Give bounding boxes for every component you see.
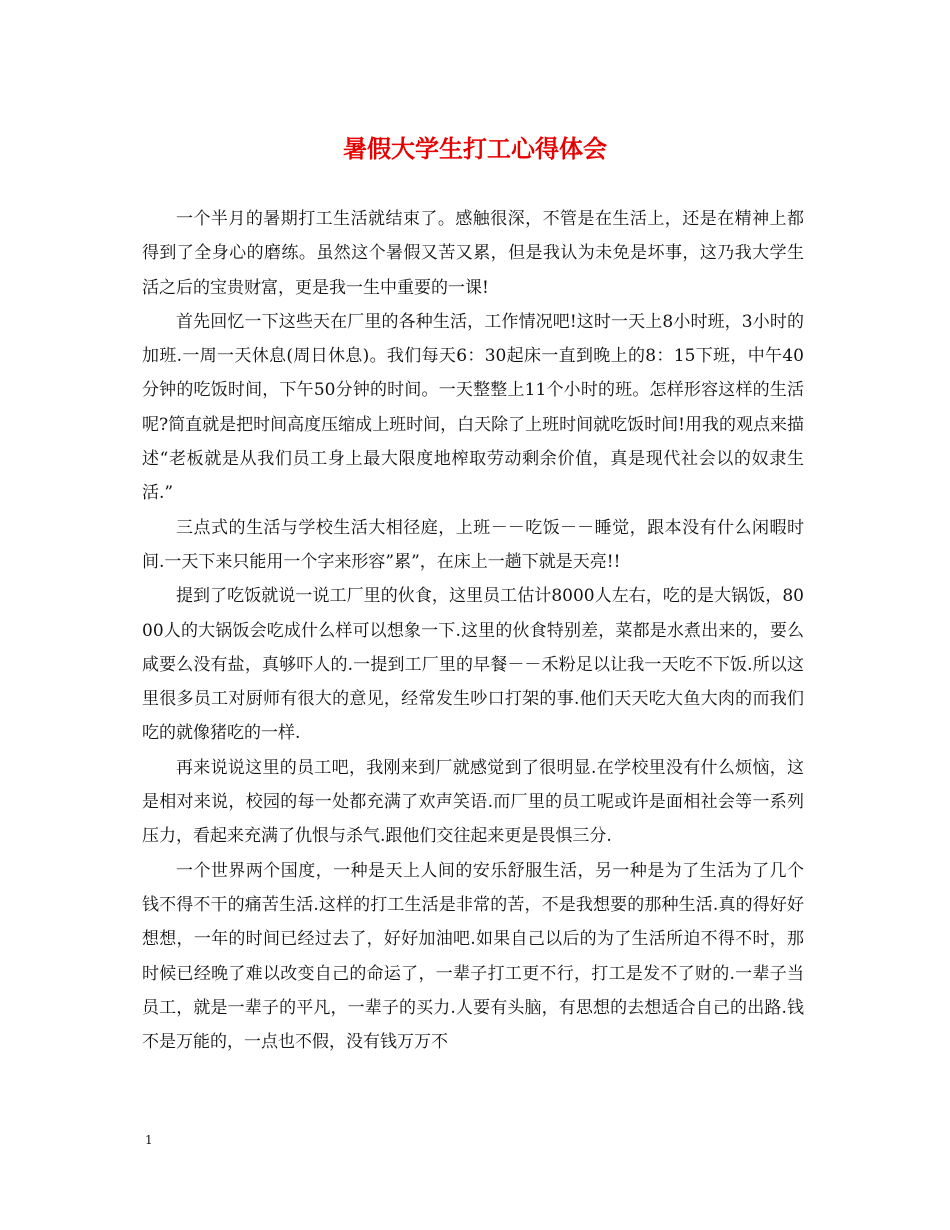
paragraph: 再来说说这里的员工吧，我刚来到厂就感觉到了很明显.在学校里没有什么烦恼，这是相对来说，校园的每一处都充满了欢声笑语.而厂里的员工呢或许是面相社会等一系列压力，看起来充满了仇恨与杀气.跟他们交往起来更是畏惧三分. [142,757,804,847]
document-title: 暑假大学生打工心得体会 [343,134,607,163]
paragraph: 一个半月的暑期打工生活就结束了。感触很深，不管是在生活上，还是在精神上都得到了全身心的磨练。虽然这个暑假又苦又累，但是我认为未免是坏事，这乃我大学生活之后的宝贵财富，更是我一生中重要的一课! [142,209,804,298]
paragraph: 三点式的生活与学校生活大相径庭，上班－－吃饭－－睡觉，跟本没有什么闲暇时间.一天下来只能用一个字来形容”累”，在床上一趟下就是天亮!! [142,517,804,572]
document-body [142,202,804,1059]
paragraph: 提到了吃饭就说一说工厂里的伙食，这里员工估计8000人左右，吃的是大锅饭，8000人的大锅饭会吃成什么样可以想象一下.这里的伙食特别差，菜都是水煮出来的，要么咸要么没有盐，真够吓人的.一提到工厂里的早餐－－禾粉足以让我一天吃不下饭.所以这里很多员工对厨师有很大的意见，经常发生吵口打架的事.他们天天吃大鱼大肉的而我们吃的就像猪吃的一样. [142,586,804,744]
page-number: 1 [145,1133,153,1147]
paragraph: 一个世界两个国度，一种是天上人间的安乐舒服生活，另一种是为了生活为了几个钱不得不干的痛苦生活.这样的打工生活是非常的苦，不是我想要的那种生活.真的得好好想想，一年的时间已经过去了，好好加油吧.如果自己以后的为了生活所迫不得不时，那时候已经晚了难以改变自己的命运了，一辈子打工更不行，打工是发不了财的.一辈子当员工，就是一辈子的平凡，一辈子的买力.人要有头脑，有思想的去想适合自己的出路.钱不是万能的，一点也不假，没有钱万万不 [142,860,804,1053]
paragraph: 首先回忆一下这些天在厂里的各种生活，工作情况吧!这时一天上8小时班，3小时的加班.一周一天休息(周日休息)。我们每天6：30起床一直到晚上的8：15下班，中午40分钟的吃饭时间，下午50分钟的时间。一天整整上11个小时的班。怎样形容这样的生活呢?简直就是把时间高度压缩成上班时间，白天除了上班时间就吃饭时间!用我的观点来描述“老板就是从我们员工身上最大限度地榨取劳动剩余价值，真是现代社会以的奴隶生活.” [142,311,804,504]
